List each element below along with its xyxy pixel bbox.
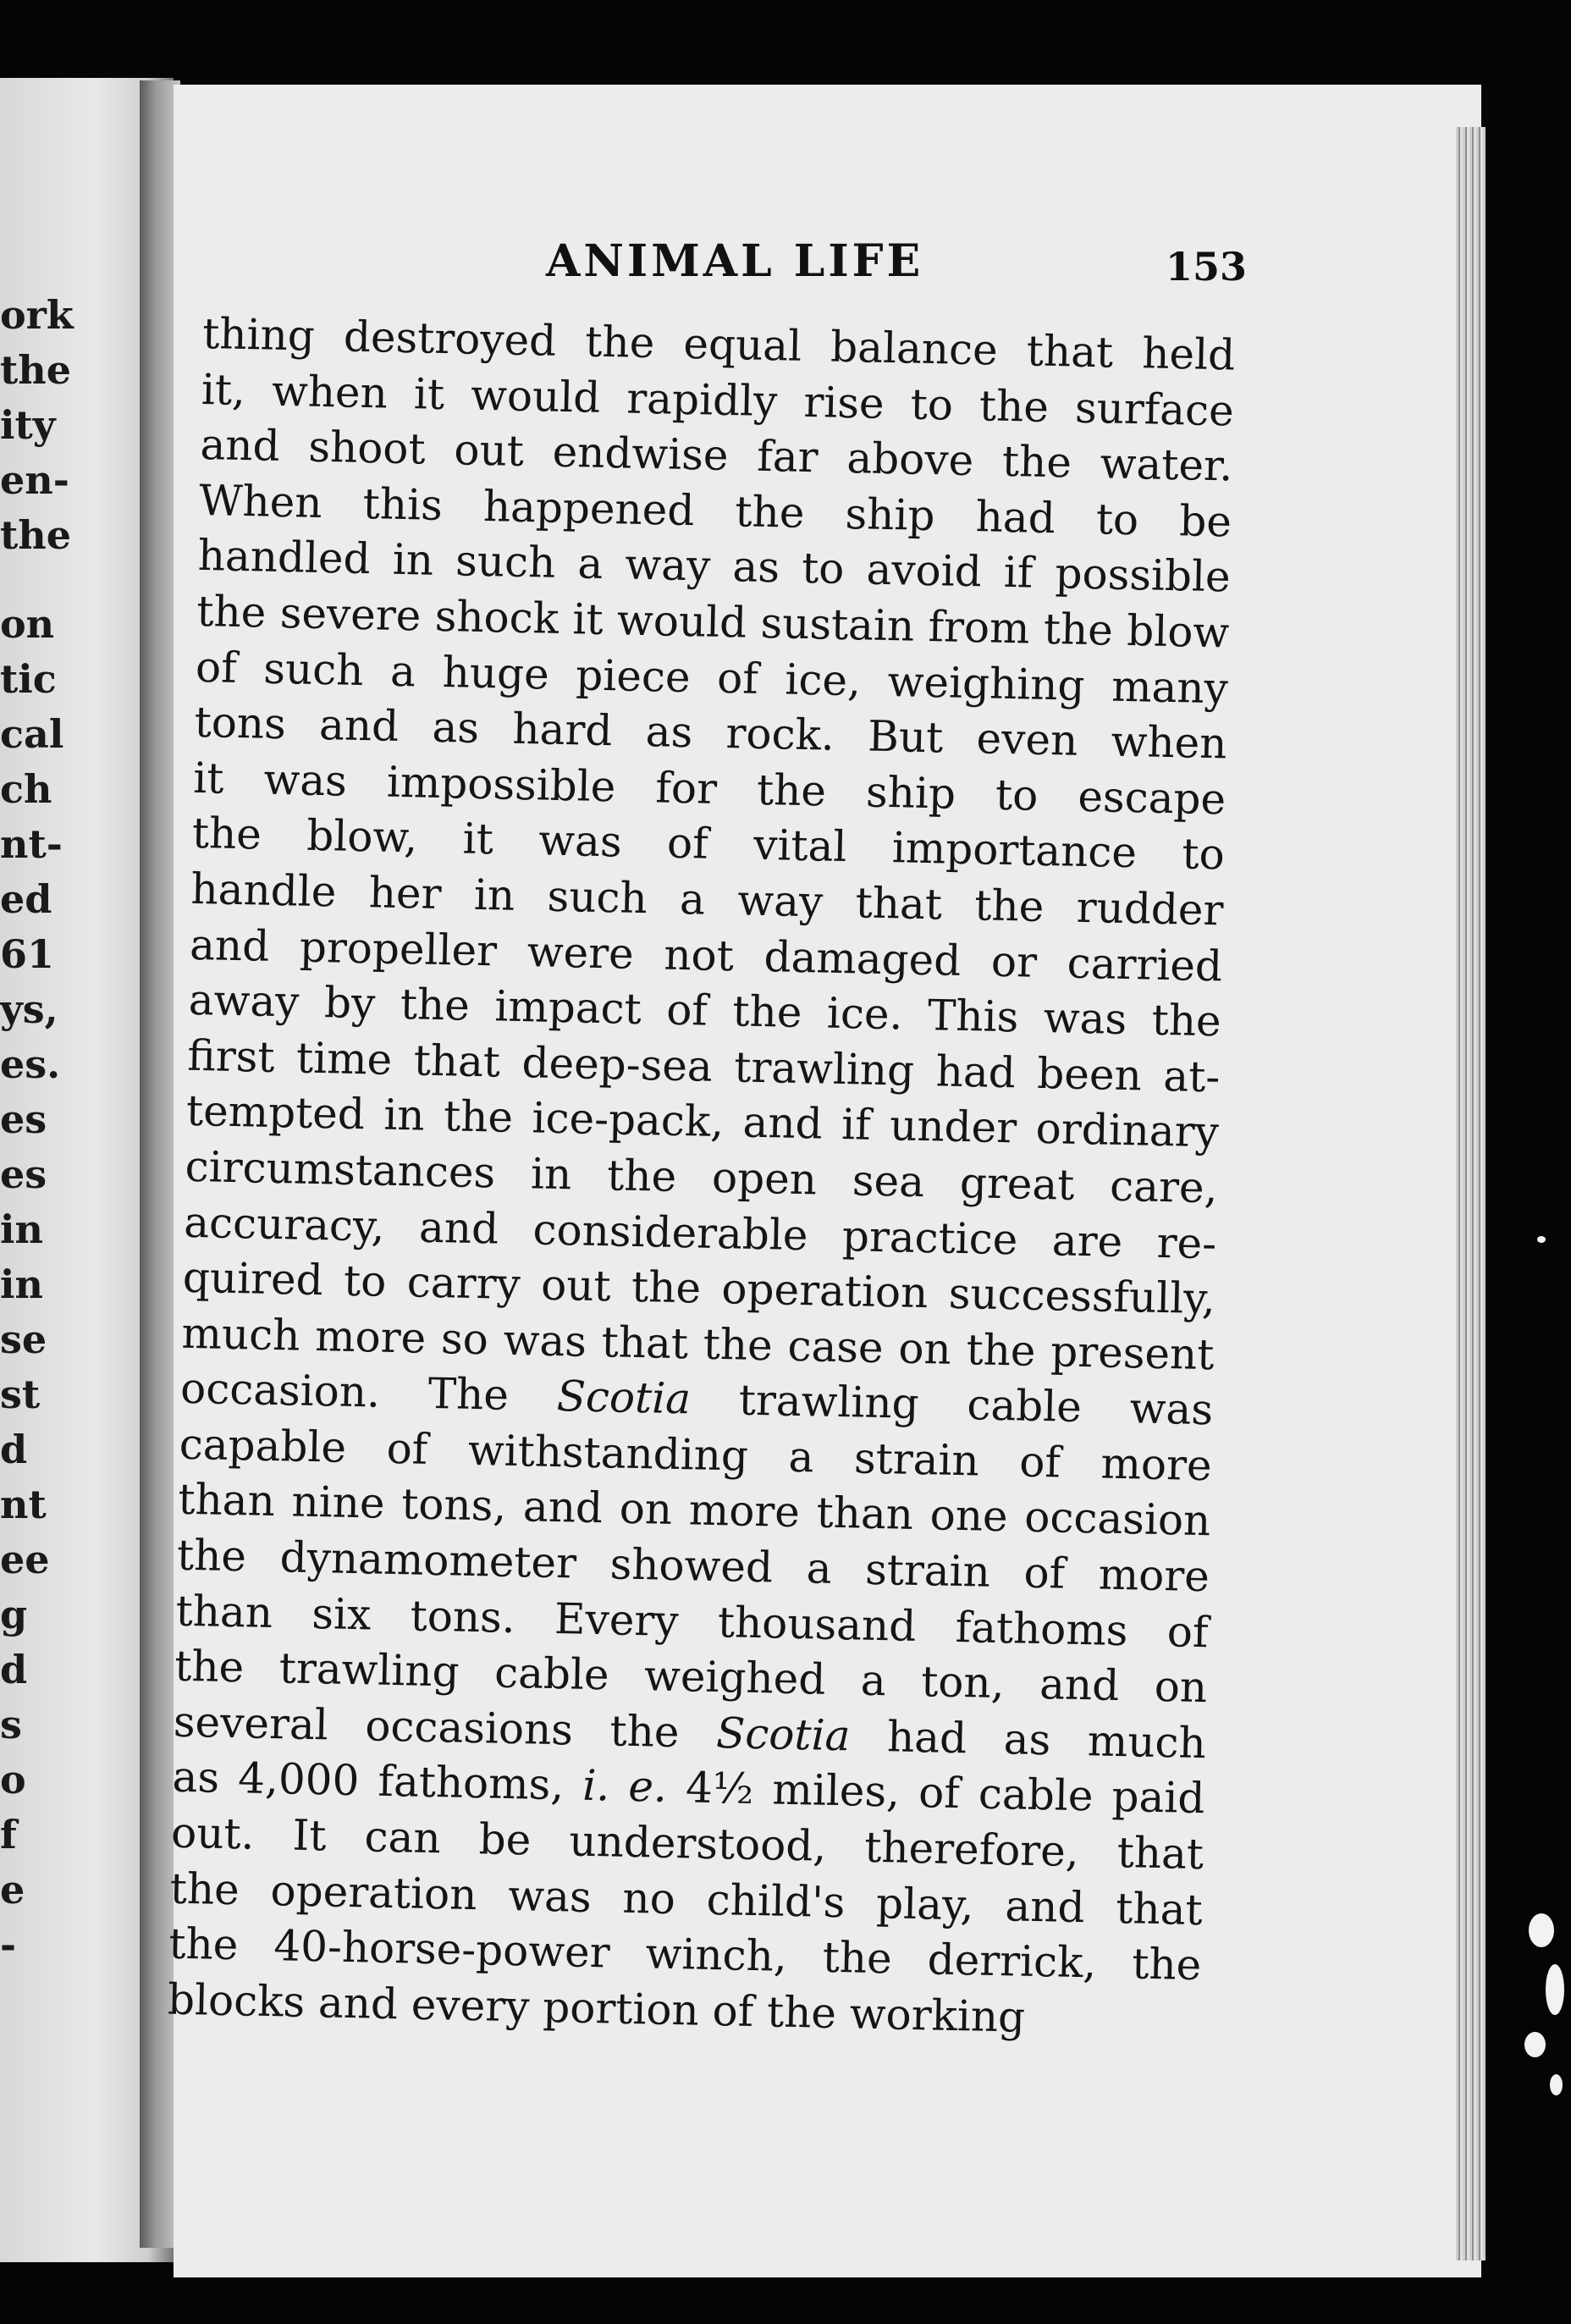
left-page-fragment: ee <box>0 1537 50 1582</box>
left-page-fragment: on <box>0 601 55 647</box>
left-page-fragment: - <box>0 1922 17 1968</box>
left-page-fragment: es. <box>0 1041 61 1087</box>
left-page-fragment: ch <box>0 766 52 812</box>
left-page-fragment: tic <box>0 656 57 702</box>
speck <box>1537 1236 1546 1243</box>
left-page-fragment: st <box>0 1372 41 1417</box>
text-line: thing destroyed the equal balance that held <box>201 308 1236 380</box>
text-line: than nine tons, and on more than one occasion <box>177 1475 1211 1546</box>
text-line: handled in such a way as to avoid if possible <box>197 531 1232 602</box>
ship-name: Scotia <box>556 1372 692 1424</box>
text-line: several occasions the Scotia had as much <box>173 1697 1207 1769</box>
text-line: it, when it would rapidly rise to the surface <box>201 364 1235 436</box>
running-header-title: ANIMAL LIFE <box>546 235 924 287</box>
left-page-fragment: d <box>0 1647 28 1692</box>
text-line: circumstances in the open sea great care, <box>185 1141 1219 1213</box>
left-page-fragment: ed <box>0 876 52 922</box>
text-line: the 40-horse-power winch, the derrick, the <box>168 1918 1202 1990</box>
text-line: first time that deep-sea trawling had been at- <box>186 1030 1221 1102</box>
text-line: accuracy, and considerable practice are re- <box>183 1197 1217 1268</box>
text-line: out. It can be understood, therefore, that <box>170 1808 1204 1880</box>
left-page-fragment: the <box>0 347 71 393</box>
speck <box>1550 2074 1563 2095</box>
left-page-fragment: 61 <box>0 931 55 977</box>
page-number: 153 <box>1166 244 1248 290</box>
left-page-fragment: ys, <box>0 986 58 1032</box>
text-line: of such a huge piece of ice, weighing many <box>195 642 1229 714</box>
body-text <box>167 306 1235 2050</box>
left-page-fragment: e <box>0 1867 25 1913</box>
scan-noise-specks <box>1520 1219 1571 2150</box>
text-line: and shoot out endwise far above the water. <box>199 420 1233 491</box>
page-edges <box>1456 127 1486 2261</box>
left-page-fragment: the <box>0 512 71 558</box>
text-line: blocks and every portion of the working <box>167 1974 1026 2042</box>
text-line: When this happened the ship had to be <box>198 475 1232 547</box>
left-page-fragment: g <box>0 1592 28 1637</box>
text-line: the operation was no child's play, and that <box>169 1863 1204 1935</box>
left-page-fragment: es <box>0 1096 47 1142</box>
text-line: and propeller were not damaged or carried <box>189 919 1223 991</box>
left-page-fragment: es <box>0 1151 47 1197</box>
text-line: the blow, it was of vital importance to <box>191 809 1226 880</box>
left-page-fragment: nt <box>0 1482 47 1527</box>
text-line: tempted in the ice-pack, and if under ordinary <box>185 1086 1220 1157</box>
text-line: tons and as hard as rock. But even when <box>194 698 1228 769</box>
text-line: than six tons. Every thousand fathoms of <box>175 1586 1210 1657</box>
left-page-fragment: in <box>0 1261 43 1307</box>
text-line: away by the impact of the ice. This was the <box>188 974 1222 1046</box>
left-page-fragment: ity <box>0 402 56 448</box>
text-line: it was impossible for the ship to escape <box>192 753 1226 825</box>
left-page-fragment: en- <box>0 457 69 503</box>
text-line: handle her in such a way that the rudder <box>190 864 1224 936</box>
left-page-fragment: s <box>0 1702 22 1747</box>
text-line: as 4,000 fathoms, i. e. 4½ miles, of cable paid <box>172 1753 1205 1824</box>
left-page-fragment: cal <box>0 711 64 757</box>
left-page-fragment: o <box>0 1757 26 1802</box>
left-page-fragment: in <box>0 1206 43 1252</box>
ship-name: Scotia <box>715 1708 851 1761</box>
text-line: the trawling cable weighed a ton, and on <box>174 1641 1208 1713</box>
text-line: quired to carry out the operation successfully, <box>182 1252 1216 1324</box>
speck <box>1524 2032 1546 2057</box>
left-page-fragment: se <box>0 1317 47 1362</box>
left-page-fragment: ork <box>0 292 74 338</box>
text-line: the dynamometer showed a strain of more <box>176 1530 1210 1602</box>
text-line: capable of withstanding a strain of more <box>179 1419 1213 1491</box>
text-line: the severe shock it would sustain from the blow <box>196 586 1230 658</box>
left-page-fragment: nt- <box>0 821 63 867</box>
speck <box>1529 1913 1554 1947</box>
left-page-fragment: d <box>0 1427 28 1472</box>
left-page-fragment: f <box>0 1812 17 1858</box>
text-line: much more so was that the case on the present <box>180 1308 1215 1379</box>
speck <box>1546 1964 1564 2015</box>
text-line: occasion. The Scotia trawling cable was <box>179 1364 1214 1435</box>
abbreviation: i. e. <box>582 1761 668 1813</box>
